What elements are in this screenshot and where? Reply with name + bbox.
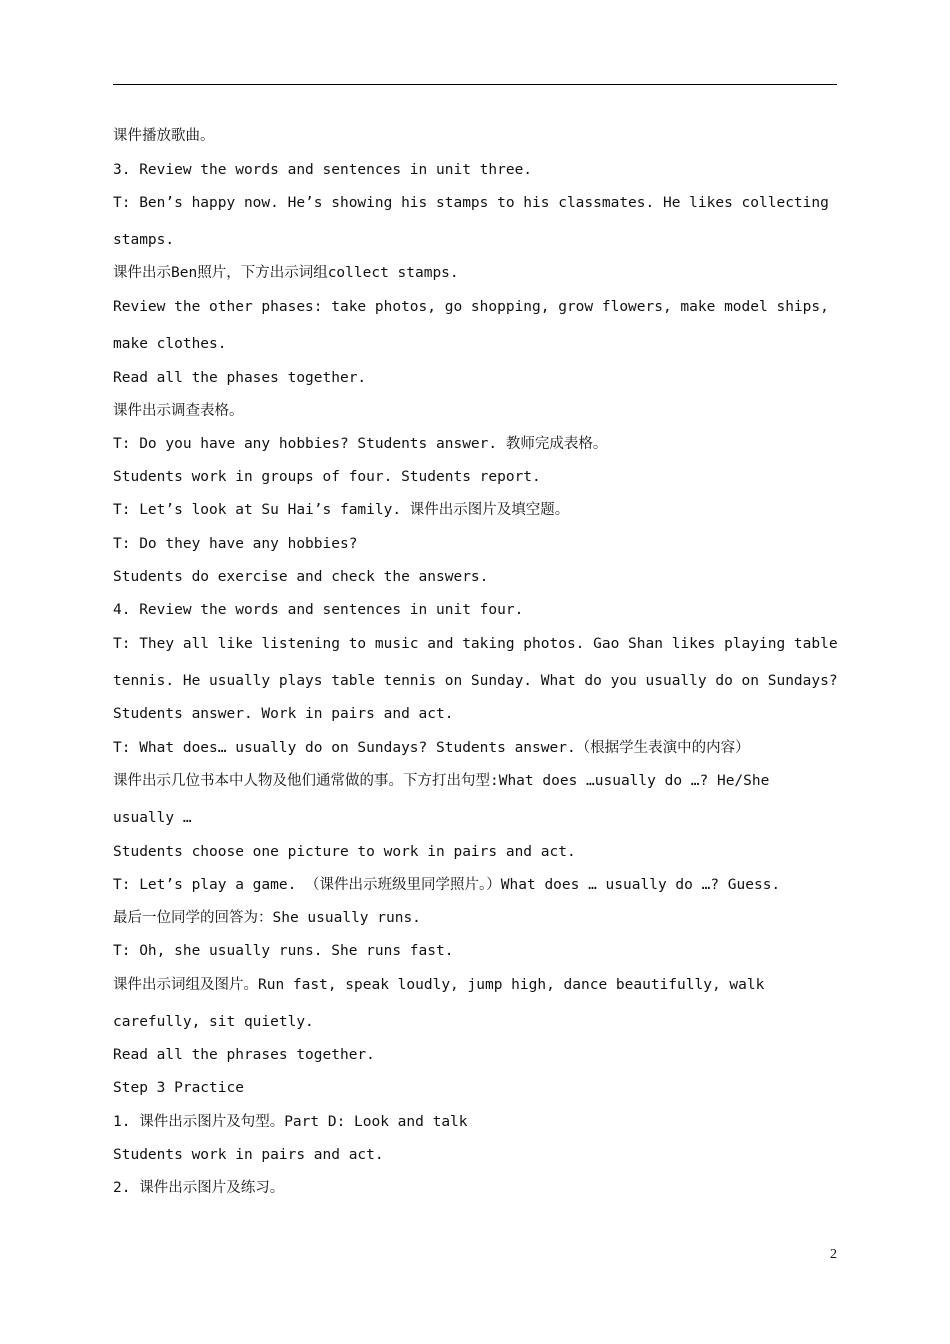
text-line: 课件出示词组及图片。Run fast, speak loudly, jump high, dance beautifully, walk [113,977,765,993]
text-line: T: Let’s look at Su Hai’s family. 课件出示图片及填空题。 [113,502,570,518]
text-line: tennis. He usually plays table tennis on Sunday. What do you usually do on Sundays? [113,673,838,689]
text-line: carefully, sit quietly. [113,1014,314,1030]
text-line: T: Ben’s happy now. He’s showing his stamps to his classmates. He likes collecting [113,195,829,211]
header-rule [113,84,837,85]
text-line: T: Do they have any hobbies? [113,536,358,552]
text-line: 1. 课件出示图片及句型。Part D: Look and talk [113,1114,468,1130]
text-line: 课件出示Ben照片，下方出示词组collect stamps. [113,265,459,281]
text-line: T: Oh, she usually runs. She runs fast. [113,943,454,959]
text-line: Read all the phases together. [113,370,367,386]
text-line: make clothes. [113,336,227,352]
text-line: 4. Review the words and sentences in unit four. [113,602,524,618]
text-line: Students choose one picture to work in pairs and act. [113,844,576,860]
text-line: T: They all like listening to music and taking photos. Gao Shan likes playing table [113,636,838,652]
text-line: T: Let’s play a game. （课件出示班级里同学照片。）What does … usually do …? Guess. [113,877,781,893]
page-number: 2 [830,1247,837,1262]
text-line: Students work in groups of four. Students report. [113,469,541,485]
text-line: 3. Review the words and sentences in unit three. [113,162,533,178]
text-line: T: Do you have any hobbies? Students answer. 教师完成表格。 [113,436,608,452]
text-line: 最后一位同学的回答为：She usually runs. [113,910,421,926]
text-line: Step 3 Practice [113,1080,244,1096]
text-line: 课件出示调查表格。 [113,403,244,419]
text-line: 2. 课件出示图片及练习。 [113,1180,285,1196]
text-line: usually … [113,810,192,826]
text-line: 课件出示几位书本中人物及他们通常做的事。下方打出句型:What does …usually do …? He/She [113,773,770,789]
text-line: T: What does… usually do on Sundays? Students answer.（根据学生表演中的内容） [113,740,750,756]
text-line: Students work in pairs and act. [113,1147,384,1163]
text-line: Students do exercise and check the answers. [113,569,489,585]
text-line: Review the other phases: take photos, go shopping, grow flowers, make model ships, [113,299,829,315]
text-line: Students answer. Work in pairs and act. [113,706,454,722]
text-line: stamps. [113,232,175,248]
text-line: Read all the phrases together. [113,1047,375,1063]
text-line: 课件播放歌曲。 [113,128,215,144]
